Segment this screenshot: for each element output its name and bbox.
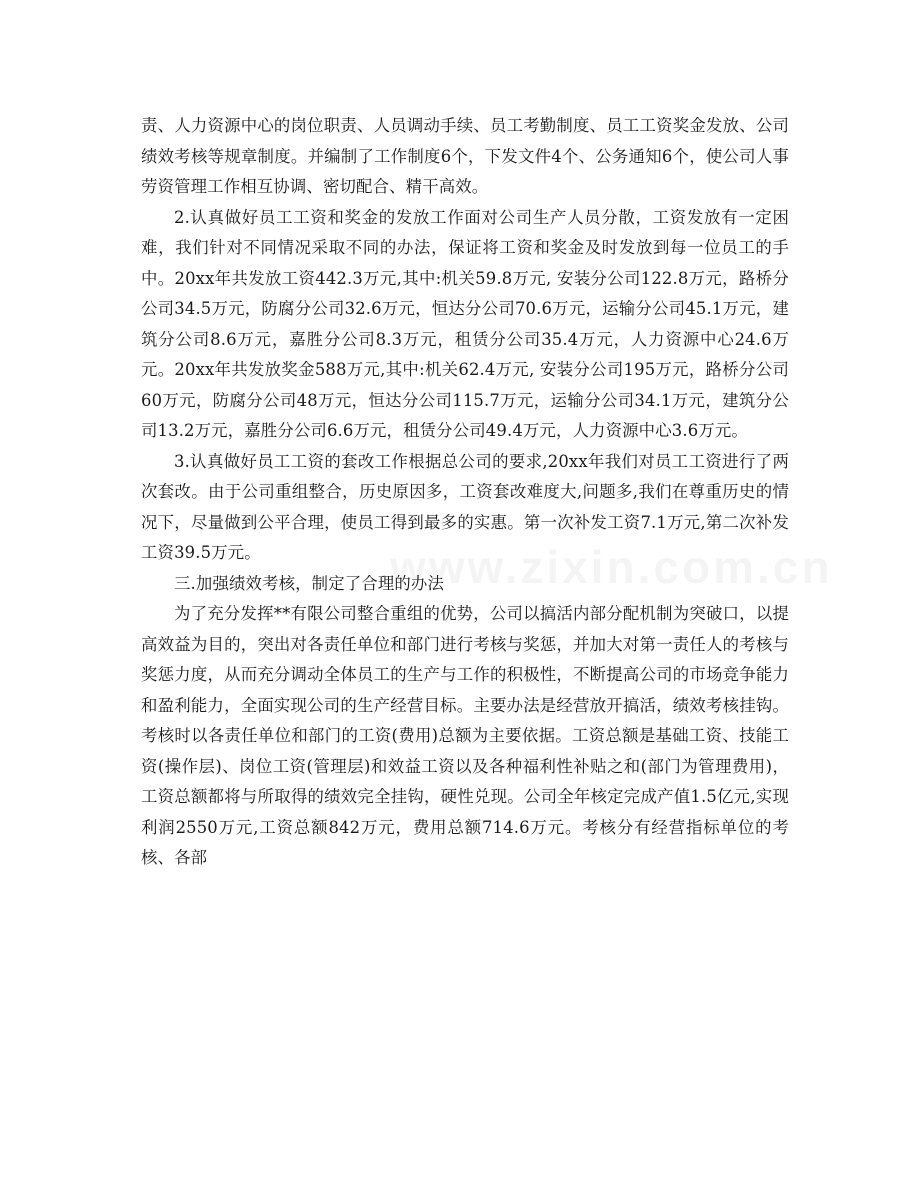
paragraph-salary-reform: 3.认真做好员工工资的套改工作根据总公司的要求,20xx年我们对员工工资进行了两次套改。由于公司重组整合，历史原因多，工资套改难度大,问题多,我们在尊重历史的情况下，尽量做到公平合理，使员工得到最多的实惠。第一次补发工资7.1万元,第二次补发工资39.5万元。 <box>141 451 789 562</box>
document-body <box>141 111 789 874</box>
paragraph-performance-assessment: 为了充分发挥**有限公司整合重组的优势，公司以搞活内部分配机制为突破口，以提高效益为目的，突出对各责任单位和部门进行考核与奖惩，并加大对第一责任人的考核与奖惩力度，从而充分调动全体员工的生产与工作的积极性，不断提高公司的市场竞争能力和盈利能力，全面实现公司的生产经营目标。主要办法是经营放开搞活，绩效考核挂钩。考核时以各责任单位和部门的工资(费用)总额为主要依据。工资总额是基础工资、技能工资(操作层)、岗位工资(管理层)和效益工资以及各种福利性补贴之和(部门为管理费用)，工资总额都将与所取得的绩效完全挂钩，硬性兑现。公司全年核定完成产值1.5亿元,实现利润2550万元,工资总额842万元，费用总额714.6万元。考核分有经营指标单位的考核、各部 <box>141 604 789 867</box>
section-heading-performance: 三.加强绩效考核，制定了合理的办法 <box>174 573 445 593</box>
paragraph-salary-bonus-distribution: 2.认真做好员工工资和奖金的发放工作面对公司生产人员分散，工资发放有一定困难，我们针对不同情况采取不同的办法，保证将工资和奖金及时发放到每一位员工的手中。20xx年共发放工资442.3万元,其中:机关59.8万元, 安装分公司122.8万元，路桥分公司34.5万元，防腐分公司32.6万元，恒达分公司70.6万元，运输分公司45.1万元，建筑分公司8.6万元，嘉胜分公司8.3万元，租赁分公司35.4万元，人力资源中心24.6万元。20xx年共发放奖金588万元,其中:机关62.4万元, 安装分公司195万元，路桥分公司60万元，防腐分公司48万元，恒达分公司115.7万元，运输分公司34.1万元，建筑分公司13.2万元，嘉胜分公司6.6万元，租赁分公司49.4万元，人力资源中心3.6万元。 <box>141 207 789 440</box>
paragraph-regulations-continued: 责、人力资源中心的岗位职责、人员调动手续、员工考勤制度、员工工资奖金发放、公司绩效考核等规章制度。并编制了工作制度6个，下发文件4个、公务通知6个，使公司人事劳资管理工作相互协调、密切配合、精干高效。 <box>141 116 789 196</box>
